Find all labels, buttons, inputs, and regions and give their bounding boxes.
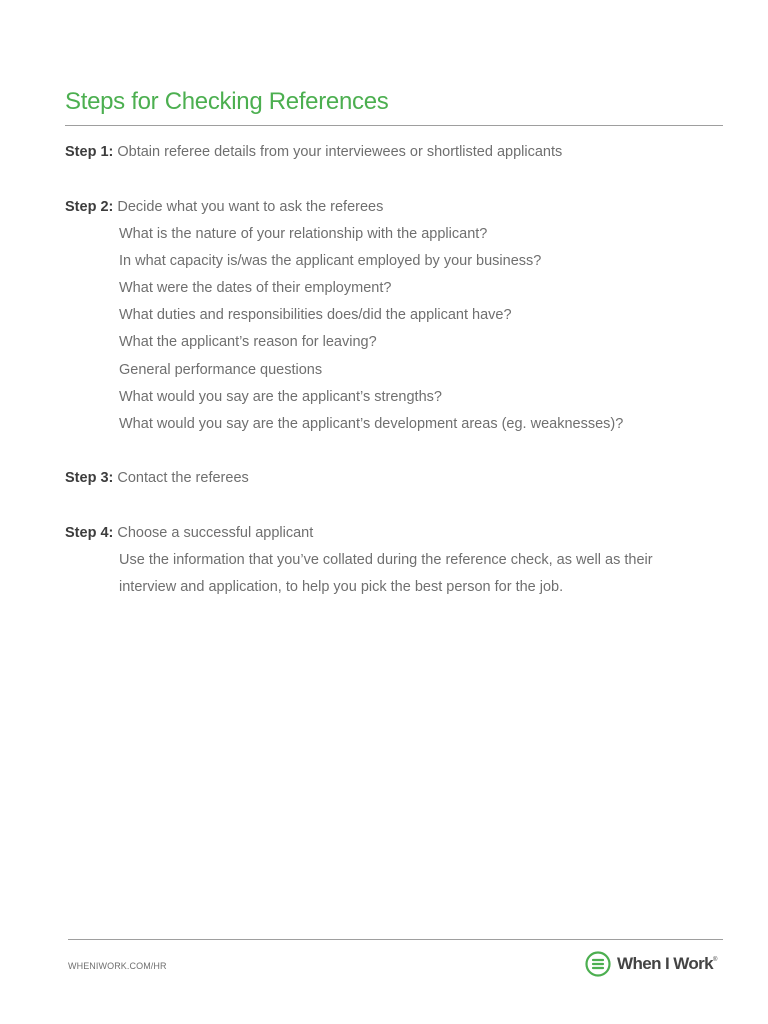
footer-url: WHENIWORK.COM/HR [68, 961, 167, 971]
step-1-text: Obtain referee details from your interviewees or shortlisted applicants [117, 144, 563, 160]
question-item: What would you say are the applicant’s strengths? [119, 388, 442, 405]
brand-trademark: ® [713, 957, 718, 963]
step-1-label: Step 1: [65, 144, 114, 160]
question-item: In what capacity is/was the applicant employed by your business? [119, 253, 542, 270]
brand-logo [585, 951, 717, 977]
footer-divider [68, 939, 723, 940]
step-4 [65, 520, 679, 601]
step-3-text: Contact the referees [117, 470, 249, 486]
step-4-detail: Use the information that you’ve collated during the reference check, as well as their interview and application, to help you pick the best person for the job. [119, 552, 653, 596]
when-i-work-logo-icon [585, 951, 611, 977]
page-title: Steps for Checking References [65, 88, 389, 115]
step-2-question-list [65, 221, 623, 438]
question-item: What would you say are the applicant’s development areas (eg. weaknesses)? [119, 415, 624, 432]
step-2 [65, 194, 623, 438]
question-item: What the applicant’s reason for leaving? [119, 334, 377, 351]
step-2-label: Step 2: [65, 199, 114, 215]
step-4-text: Choose a successful applicant [117, 525, 314, 541]
question-item: What were the dates of their employment? [119, 280, 392, 297]
step-4-label: Step 4: [65, 525, 114, 541]
brand-name: When I Work [617, 954, 714, 973]
step-3-label: Step 3: [65, 470, 114, 486]
question-item: What is the nature of your relationship with the applicant? [119, 226, 488, 243]
question-item: What duties and responsibilities does/did the applicant have? [119, 307, 512, 324]
title-divider [65, 125, 723, 126]
step-2-text: Decide what you want to ask the referees [117, 199, 384, 215]
question-item: General performance questions [119, 361, 323, 378]
step-1 [65, 139, 562, 166]
step-3 [65, 465, 249, 492]
